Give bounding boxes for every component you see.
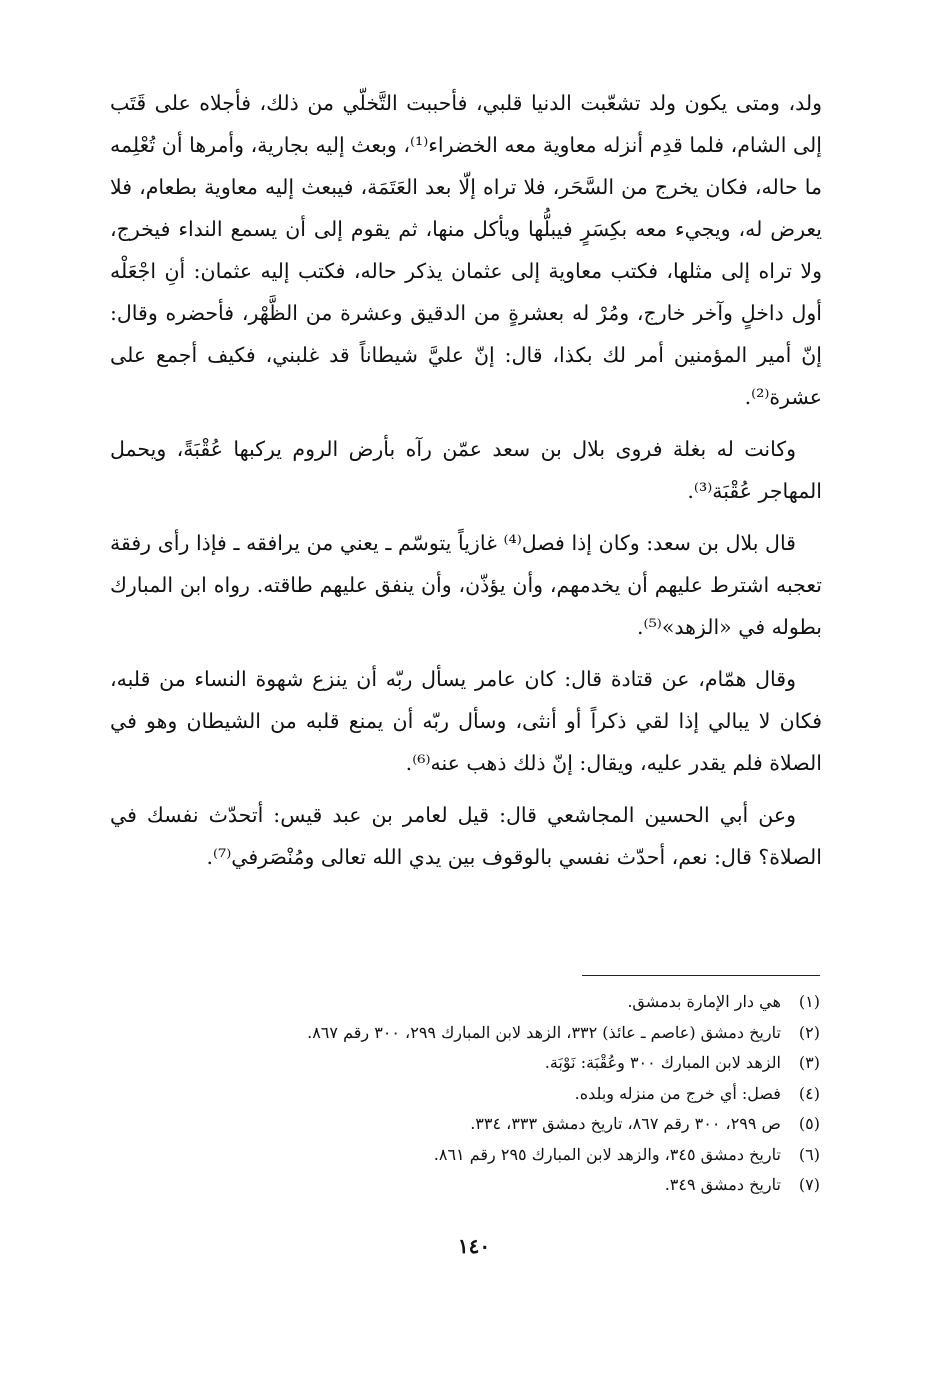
footnote-text: تاريخ دمشق (عاصم ـ عائذ) ٣٣٢، الزهد لابن المبارك ٢٩٩، ٣٠٠ رقم ٨٦٧. xyxy=(307,1022,781,1042)
footnote-text: الزهد لابن المبارك ٣٠٠ وعُقْبَة: نَوْبَة. xyxy=(544,1053,781,1072)
paragraph: وقال همّام، عن قتادة قال: كان عامر يسأل ربّه أن ينزع شهوة النساء من قلبه، فكان لا يبالي إذا لقي ذكراً أو أنثى، وسأل ربّه أن يمنع قلبه من الشيطان وهو في الصلاة فلم يقدر عليه، ويقال: إنّ ذلك ذهب عنه⁽⁶⁾. xyxy=(110,667,822,775)
footnote-text: تاريخ دمشق ٣٤٥، والزهد لابن المبارك ٢٩٥ رقم ٨٦١. xyxy=(433,1144,781,1164)
footnote xyxy=(120,1079,820,1110)
paragraph: وكانت له بغلة فروى بلال بن سعد عمّن رآه بأرض الروم يركبها عُقْبَةً، ويحمل المهاجر عُقْبَة⁽³⁾. xyxy=(110,437,822,503)
paragraph: ولد، ومتى يكون ولد تشعّبت الدنيا قلبي، فأحببت التَّخلّي من ذلك، فأجلاه على قَتَب إلى الشام، فلما قدِم أنزله معاوية معه الخضراء⁽¹⁾، وبعث إليه بجارية، وأمرها أن تُعْلِمه ما حاله، فكان يخرج من السَّحَر، فلا تراه إلّا بعد العَتَمَة، فيبعث إليه معاوية بطعام، فلا يعرض له، ويجيء معه بكِسَرٍ فيبلُّها ويأكل منها، ثم يقوم إلى أن يسمع النداء فيخرج، ولا تراه إلى مثلها، فكتب معاوية إلى عثمان يذكر حاله، فكتب إليه عثمان: أنِ اجْعَلْه أول داخلٍ وآخر خارج، ومُرْ له بعشرةٍ من الدقيق وعشرة من الظَّهْر، فأحضره وقال: إنّ أمير المؤمنين أمر لك بكذا، قال: إنّ عليَّ شيطاناً قد غلبني، فكيف أجمع على عشرة⁽²⁾. xyxy=(110,91,822,409)
footnote-number: (٥) xyxy=(798,1114,820,1133)
footnote-number: (٢) xyxy=(798,1022,820,1042)
footnote xyxy=(120,1170,820,1201)
footnote-separator xyxy=(582,975,820,976)
footnote xyxy=(120,1140,820,1171)
footnote xyxy=(120,1048,820,1079)
footnote-number: (٣) xyxy=(798,1053,820,1072)
paragraph: وعن أبي الحسين المجاشعي قال: قيل لعامر بن عبد قيس: أتحدّث نفسك في الصلاة؟ قال: نعم، أحدّث نفسي بالوقوف بين يدي الله تعالى ومُنْصَرفي⁽⁷⁾. xyxy=(110,803,822,869)
footnote-text: فصل: أي خرج من منزله وبلده. xyxy=(574,1083,781,1103)
main-text xyxy=(110,82,822,888)
page-number: ١٤٠ xyxy=(457,1234,491,1258)
footnote-number: (٦) xyxy=(798,1144,820,1164)
footnote-text: تاريخ دمشق ٣٤٩. xyxy=(664,1175,781,1194)
footnote-text: هي دار الإمارة بدمشق. xyxy=(627,992,781,1011)
footnote xyxy=(120,1109,820,1140)
paragraph: قال بلال بن سعد: وكان إذا فصل⁽⁴⁾ غازياً يتوسّم ـ يعني من يرافقه ـ فإذا رأى رفقة تعجبه اشترط عليهم أن يخدمهم، وأن يؤذّن، وأن ينفق عليهم طاقته. رواه ابن المبارك بطوله في «الزهد»⁽⁵⁾. xyxy=(110,531,822,639)
footnote-text: ص ٢٩٩، ٣٠٠ رقم ٨٦٧، تاريخ دمشق ٣٣٣، ٣٣٤. xyxy=(470,1114,781,1133)
footnotes xyxy=(120,987,820,1201)
footnote-number: (١) xyxy=(798,992,820,1011)
footnote xyxy=(120,987,820,1018)
footnote xyxy=(120,1018,820,1049)
footnote-number: (٧) xyxy=(798,1175,820,1194)
footnote-number: (٤) xyxy=(798,1083,820,1103)
